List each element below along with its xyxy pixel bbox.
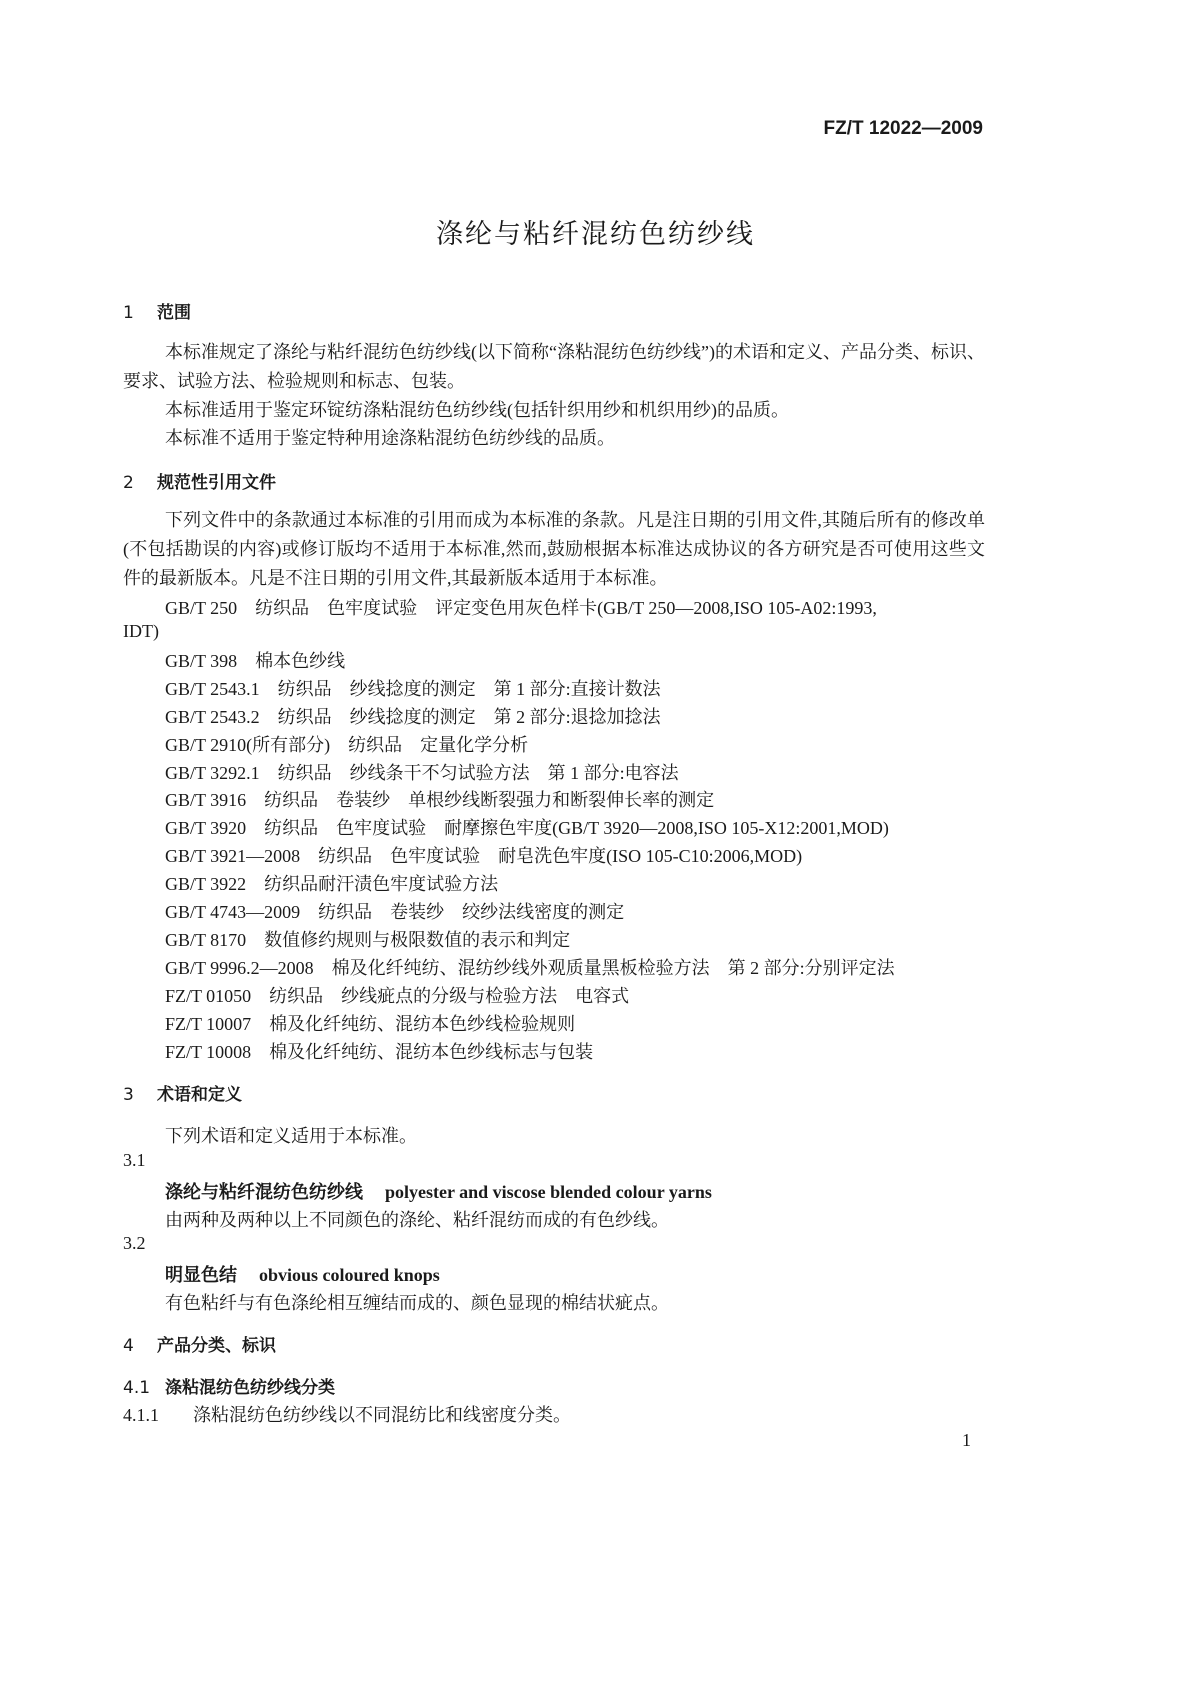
reference-item: GB/T 3292.1 纺织品 纱线条干不匀试验方法 第 1 部分:电容法 bbox=[165, 763, 679, 783]
subsection-number: 4.1 bbox=[123, 1378, 151, 1398]
reference-item: GB/T 3921—2008 纺织品 色牢度试验 耐皂洗色牢度(ISO 105-C10:2006,MOD) bbox=[165, 846, 803, 866]
clause-text: 涤粘混纺色纺纱线以不同混纺比和线密度分类。 bbox=[193, 1405, 571, 1425]
reference-item: GB/T 3916 纺织品 卷装纱 单根纱线断裂强力和断裂伸长率的测定 bbox=[165, 790, 715, 810]
section-title: 规范性引用文件 bbox=[157, 473, 276, 493]
term-zh: 明显色结 bbox=[165, 1265, 237, 1285]
term-number: 3.1 bbox=[123, 1150, 146, 1170]
paragraph: 下列术语和定义适用于本标准。 bbox=[165, 1126, 417, 1146]
document-title: 涤纶与粘纤混纺色纺纱线 bbox=[436, 219, 755, 250]
section-title: 范围 bbox=[157, 303, 191, 323]
reference-item: FZ/T 10008 棉及化纤纯纺、混纺本色纱线标志与包装 bbox=[165, 1042, 594, 1062]
reference-item: GB/T 250 纺织品 色牢度试验 评定变色用灰色样卡(GB/T 250—2008,ISO 105-A02:1993, bbox=[165, 598, 877, 618]
section-3-heading bbox=[123, 1080, 242, 1105]
term-number: 3.2 bbox=[123, 1233, 146, 1253]
reference-item: GB/T 2543.1 纺织品 纱线捻度的测定 第 1 部分:直接计数法 bbox=[165, 679, 661, 699]
term-heading bbox=[165, 1178, 712, 1204]
term-en: polyester and viscose blended colour yarns bbox=[385, 1182, 712, 1202]
paragraph: 本标准适用于鉴定环锭纺涤粘混纺色纺纱线(包括针织用纱和机织用纱)的品质。 bbox=[165, 400, 789, 420]
section-number: 1 bbox=[123, 303, 134, 323]
subsection-title: 涤粘混纺色纺纱线分类 bbox=[165, 1378, 335, 1398]
section-number: 4 bbox=[123, 1336, 134, 1356]
clause-number: 4.1.1 bbox=[123, 1405, 159, 1425]
section-1-heading bbox=[123, 298, 191, 323]
clause bbox=[123, 1401, 571, 1427]
section-title: 产品分类、标识 bbox=[157, 1336, 276, 1356]
reference-item: FZ/T 01050 纺织品 纱线疵点的分级与检验方法 电容式 bbox=[165, 986, 630, 1006]
reference-item-continuation: IDT) bbox=[123, 621, 159, 641]
paragraph: 下列文件中的条款通过本标准的引用而成为本标准的条款。凡是注日期的引用文件,其随后所有的修改单(不包括勘误的内容)或修订版均不适用于本标准,然而,鼓励根据本标准达成协议的各方研究是否可使用这些文件的最新版本。凡是不注日期的引用文件,其最新版本适用于本标准。 bbox=[123, 510, 985, 588]
term-zh: 涤纶与粘纤混纺色纺纱线 bbox=[165, 1182, 363, 1202]
reference-item: GB/T 8170 数值修约规则与极限数值的表示和判定 bbox=[165, 930, 571, 950]
reference-item: GB/T 2543.2 纺织品 纱线捻度的测定 第 2 部分:退捻加捻法 bbox=[165, 707, 661, 727]
reference-item: GB/T 3922 纺织品耐汗渍色牢度试验方法 bbox=[165, 874, 499, 894]
paragraph: 本标准不适用于鉴定特种用途涤粘混纺色纺纱线的品质。 bbox=[165, 428, 615, 448]
section-number: 2 bbox=[123, 473, 134, 493]
reference-item: GB/T 398 棉本色纱线 bbox=[165, 651, 346, 671]
paragraph: 本标准规定了涤纶与粘纤混纺色纺纱线(以下简称“涤粘混纺色纺纱线”)的术语和定义、产品分类、标识、要求、试验方法、检验规则和标志、包装。 bbox=[123, 342, 985, 391]
reference-item: GB/T 9996.2—2008 棉及化纤纯纺、混纺纱线外观质量黑板检验方法 第 2 部分:分别评定法 bbox=[165, 958, 895, 978]
term-definition: 有色粘纤与有色涤纶相互缠结而成的、颜色显现的棉结状疵点。 bbox=[165, 1293, 669, 1313]
section-2-heading bbox=[123, 468, 276, 493]
reference-item: GB/T 4743—2009 纺织品 卷装纱 绞纱法线密度的测定 bbox=[165, 902, 625, 922]
page-number: 1 bbox=[962, 1430, 971, 1450]
reference-item: FZ/T 10007 棉及化纤纯纺、混纺本色纱线检验规则 bbox=[165, 1014, 576, 1034]
section-title: 术语和定义 bbox=[157, 1085, 242, 1105]
term-en: obvious coloured knops bbox=[259, 1265, 440, 1285]
standard-number: FZ/T 12022—2009 bbox=[823, 118, 983, 139]
reference-item: GB/T 2910(所有部分) 纺织品 定量化学分析 bbox=[165, 735, 529, 755]
term-heading bbox=[165, 1261, 440, 1287]
section-4-heading bbox=[123, 1331, 276, 1356]
reference-item: GB/T 3920 纺织品 色牢度试验 耐摩擦色牢度(GB/T 3920—2008,ISO 105-X12:2001,MOD) bbox=[165, 818, 889, 838]
term-definition: 由两种及两种以上不同颜色的涤纶、粘纤混纺而成的有色纱线。 bbox=[165, 1210, 669, 1230]
section-number: 3 bbox=[123, 1085, 134, 1105]
subsection-heading bbox=[123, 1373, 335, 1398]
